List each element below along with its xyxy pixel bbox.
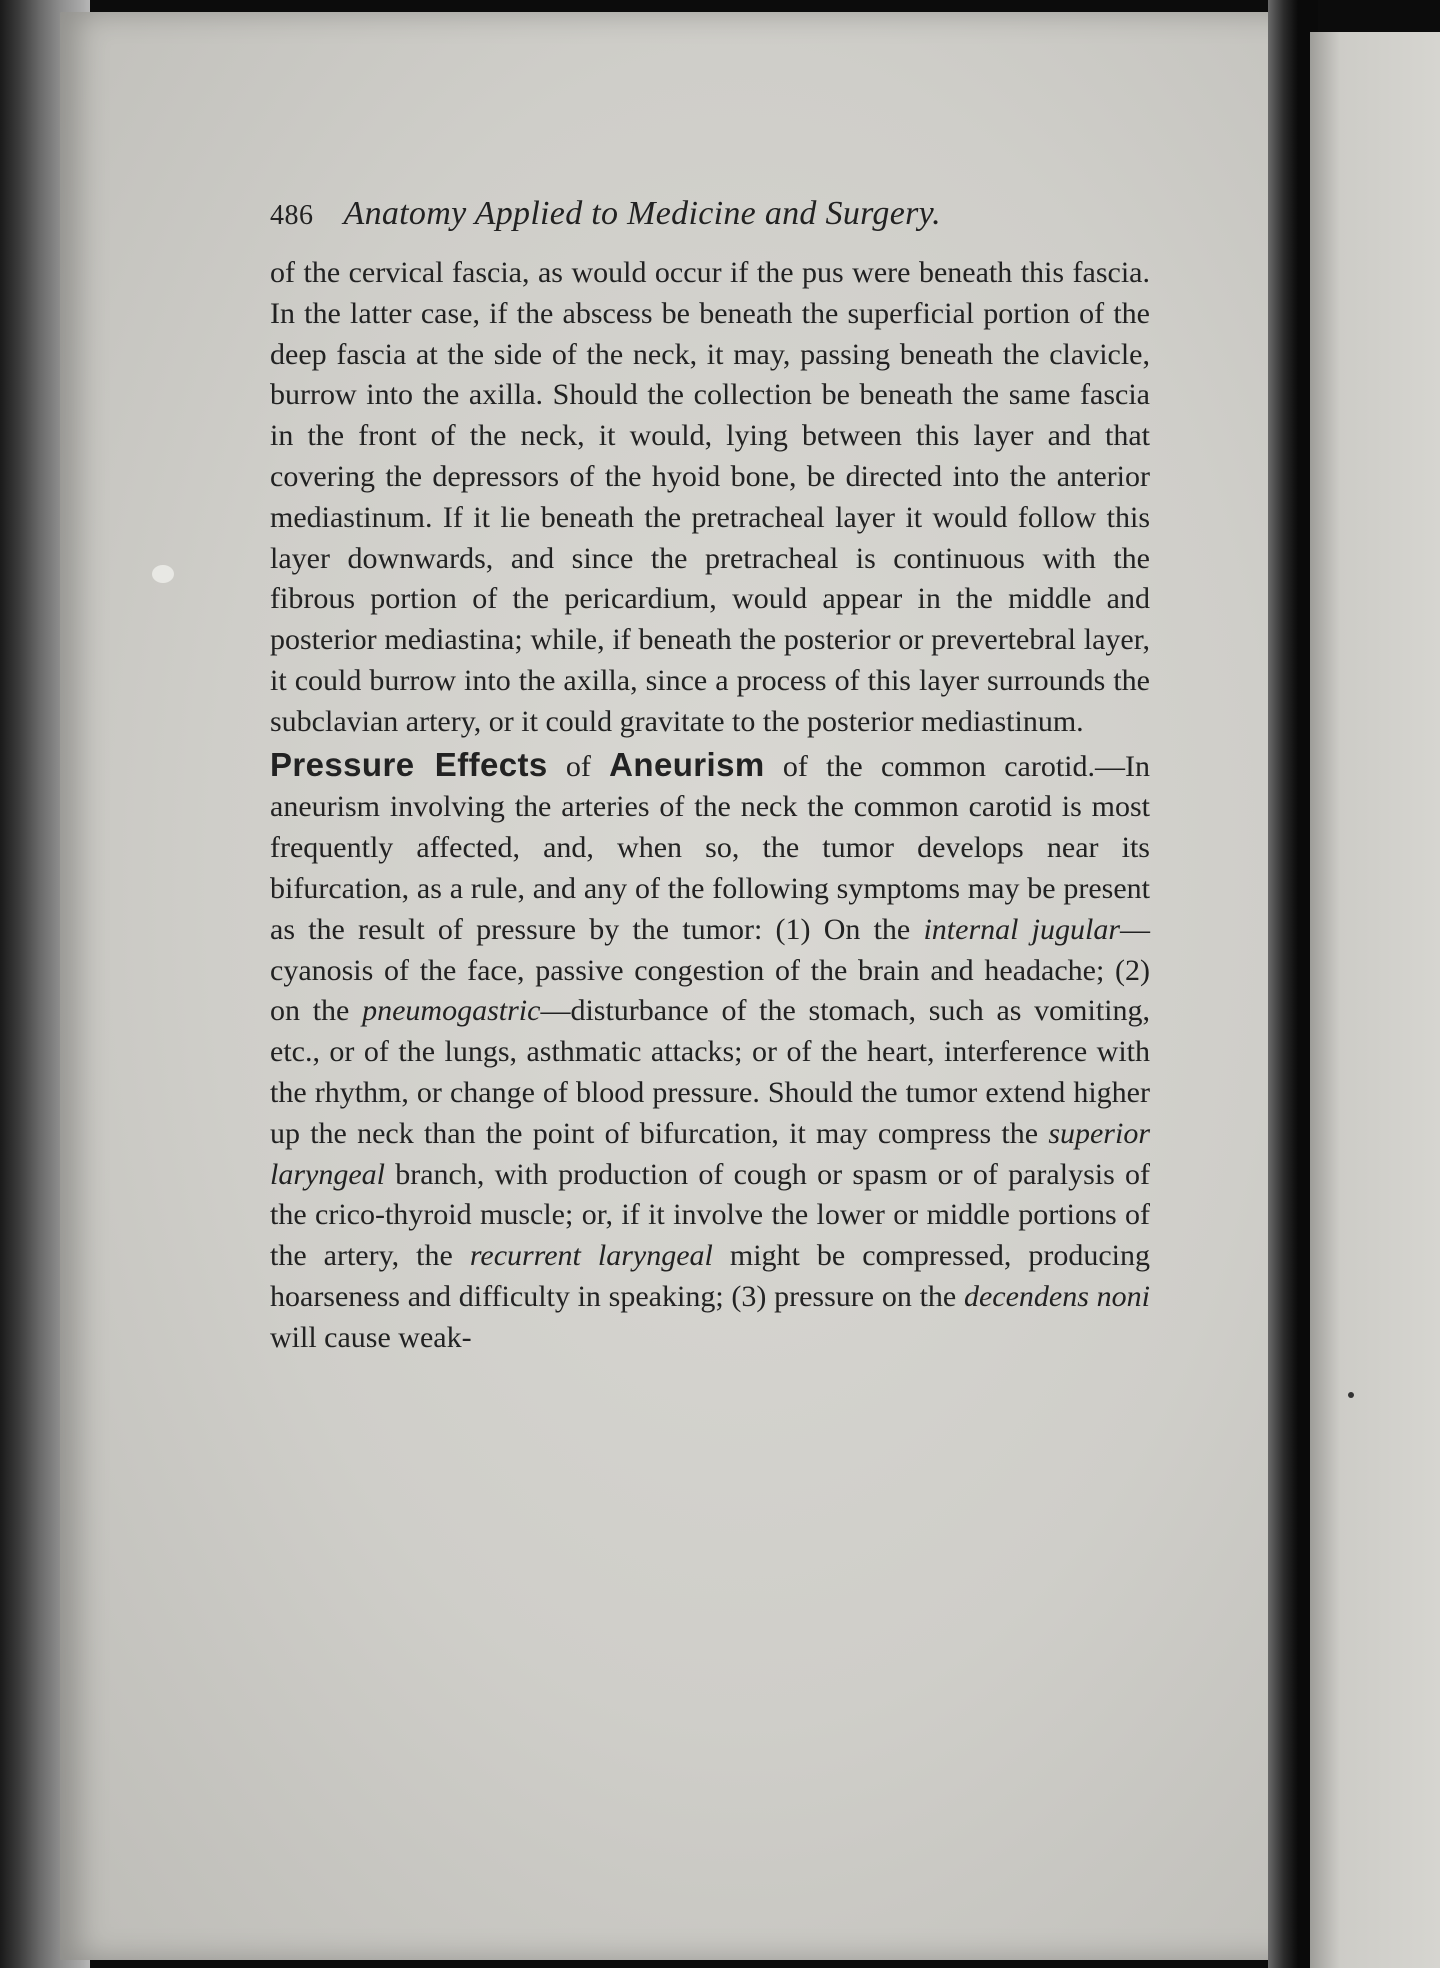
term-recurrent-laryngeal: recurrent laryngeal [469, 1239, 713, 1273]
body-text [270, 253, 1150, 1359]
section-heading-pressure-effects: Pressure Effects [270, 745, 548, 783]
paper-speck [152, 565, 174, 583]
running-head [270, 195, 1150, 239]
heading-connector: of [547, 749, 610, 783]
text-run: might be compressed, producing hoarseness and difficulty in speaking; (3) pressure on the [270, 1239, 1150, 1313]
paragraph-cervical-fascia: of the cervical fascia, as would occur if the pus were beneath this fascia. In the latter case, if the abscess be beneath the superficial portion of the deep fascia at the side of the neck, it may, passing beneath the clavicle, burrow into the axilla. Should the collection be beneath the same fascia in the front of the neck, it would, lying between this layer and that covering the depressors of the hyoid bone, be directed into the anterior mediastinum. If it lie beneath the pretracheal layer it would follow this layer downwards, and since the pretracheal is continuous with the fibrous portion of the pericardium, would appear in the middle and posterior mediastina; while, if beneath the posterior or prevertebral layer, it could burrow into the axilla, since a process of this layer surrounds the subclavian artery, or it could gravitate to the posterior mediastinum. [270, 256, 1150, 738]
term-internal-jugular: internal jugular [923, 912, 1120, 946]
text-run: of the common carotid.—In aneurism involving the arteries of the neck the common carotid is most frequently affected, and, when so, the tumor develops near its bifurcation, as a rule, and any of the following symptoms may be present as the result of pressure by the tumor: (1) On the [270, 749, 1150, 946]
paragraph-pressure-effects [270, 745, 1150, 1359]
section-heading-aneurism: Aneurism [609, 745, 765, 783]
text-run: —disturbance of the stomach, such as vomiting, etc., or of the lungs, asthmatic attacks; or of the heart, interference with the rhythm, or change of blood pressure. Should the tumor extend higher up the neck than the point of bifurcation, it may compress the [270, 994, 1151, 1150]
term-superior-laryngeal: superior laryngeal [270, 1116, 1150, 1191]
text-run: will cause weak- [270, 1320, 472, 1354]
paper-speck [1348, 1392, 1354, 1398]
facing-page-edge [1310, 32, 1440, 1968]
text-run: —cyanosis of the face, passive congestion of the brain and headache; (2) on the [270, 912, 1150, 1028]
running-title: Anatomy Applied to Medicine and Surgery. [343, 195, 941, 232]
term-pneumogastric: pneumogastric [362, 994, 541, 1028]
page-number: 486 [270, 200, 314, 231]
term-decendens-noni: decendens noni [963, 1279, 1150, 1313]
page-text-block [270, 195, 1150, 1359]
text-run: branch, with production of cough or spasm or of paralysis of the crico-thyroid muscle; or, if it involve the lower or middle portions of the artery, the [270, 1157, 1150, 1273]
